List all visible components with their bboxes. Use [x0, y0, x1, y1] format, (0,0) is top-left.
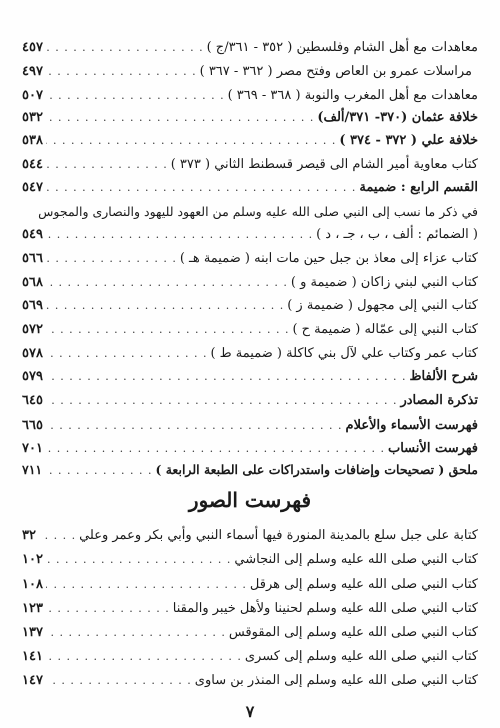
dot-leader [39, 527, 76, 545]
toc-entry [22, 226, 478, 244]
toc-entry-page: ٥٦٩ [22, 298, 43, 313]
dot-leader [46, 368, 407, 386]
image-entry-title: كتاب النبي صلى الله عليه وسلم إلى النجاشي [234, 552, 478, 567]
image-entry-title: كتاب النبي صلى الله عليه وسلم إلى المنذر بن ساوى [194, 673, 478, 688]
dot-leader [46, 250, 177, 268]
toc-entry [22, 297, 478, 315]
toc-entry-page: ٥٧٢ [22, 322, 43, 337]
image-entry [22, 527, 478, 545]
toc-entry-page: ٥٧٨ [22, 346, 43, 361]
toc-entry [22, 368, 478, 386]
toc-entry-title: معاهدات مع أهل المغرب والنوبة ( ٣٦٨ - ٣٦٩ ) [227, 88, 478, 103]
image-entry-title: كتاب النبي صلى الله عليه وسلم إلى كسرى [244, 649, 478, 664]
image-entry-page: ١٠٨ [22, 577, 43, 592]
toc-entry [22, 87, 478, 105]
toc-entry-title: مراسلات عمرو بن العاص وفتح مصر ( ٣٦٢ - ٣٦٧ ) [199, 64, 472, 79]
toc-entry [22, 132, 478, 150]
toc-entry-title: كتاب عزاء إلى معاذ بن جبل حين مات ابنه ( ضميمة هـ ) [179, 251, 478, 266]
dot-leader [46, 63, 197, 81]
toc-entry-page: ٦٤٥ [22, 393, 43, 408]
image-entry-title: كتاب النبي صلى الله عليه وسلم إلى هرقل [249, 577, 478, 592]
dot-leader [46, 345, 208, 363]
toc-entry-title: ( الضمائم : ألف ، ب ، جـ ، د ) [316, 227, 478, 242]
dot-leader [45, 462, 152, 480]
image-entry [22, 624, 478, 642]
dot-leader [46, 440, 385, 458]
toc-entry [22, 392, 478, 410]
toc-entry [22, 63, 478, 81]
toc-entry-title: خلافة علي ( ٣٧٢ - ٣٧٤ ) [339, 133, 478, 148]
toc-entry-page: ٥٧٩ [22, 369, 43, 384]
toc-entry-page: ٥٤٧ [22, 180, 43, 195]
dot-leader [46, 624, 226, 642]
toc-entry-title: فهرست الأسماء والأعلام [345, 418, 478, 433]
image-entry-page: ١٤٧ [22, 673, 43, 688]
toc-entry-page: ٥٠٧ [22, 88, 43, 103]
toc-entry-title: كتاب معاوية أمير الشام الى قيصر قسطنط الثاني ( ٣٧٣ ) [170, 157, 478, 172]
images-section-heading: فهرست الصور [188, 488, 312, 512]
toc-entry-title: كتاب عمر وكتاب علي لآل بني كاكلة ( ضميمة ط ) [210, 346, 478, 361]
toc-entry [22, 109, 478, 127]
toc-entry-title: تذكرة المصادر [400, 393, 478, 408]
dot-leader [46, 576, 247, 594]
dot-leader [46, 132, 336, 150]
toc-entry [22, 345, 478, 363]
image-entry-page: ١٤١ [22, 649, 43, 664]
toc-entry-title-line: في ذكر ما نسب إلى النبي صلى الله عليه وسلم من العهود لليهود والنصارى والمجوس [38, 204, 478, 219]
image-entry [22, 600, 478, 618]
toc-entry-title: كتاب النبي إلى مجهول ( ضميمة ز ) [287, 298, 478, 313]
toc-entry-title: شرح الألفاظ [409, 369, 478, 384]
dot-leader [46, 417, 343, 435]
toc-entry-page: ٤٩٧ [22, 64, 43, 79]
dot-leader [46, 87, 225, 105]
toc-entry-page: ٥٣٨ [22, 133, 43, 148]
toc-entry [22, 274, 478, 292]
dot-leader [46, 226, 313, 244]
toc-entry-title: معاهدات مع أهل الشام وفلسطين ( ٣٥٢ - ٣٦١/ج ) [206, 40, 478, 55]
image-entry-title: كتاب النبي صلى الله عليه وسلم إلى المقوقس [228, 625, 478, 640]
toc-entry-title: القسم الرابع : ضميمة [359, 180, 478, 195]
toc-entry-title: كتاب النبي لبني زاكان ( ضميمة و ) [290, 275, 478, 290]
image-entry [22, 551, 478, 569]
toc-entry-page: ٧١١ [22, 462, 43, 477]
toc-entry-page: ٥٣٢ [22, 110, 43, 125]
toc-entry-page: ٦٦٥ [22, 418, 43, 433]
toc-entry-page: ٧٠١ [22, 441, 43, 456]
toc-entry [22, 156, 478, 174]
dot-leader [46, 156, 168, 174]
toc-entry-title: كتاب النبي إلى عمّاله ( ضميمة ح ) [292, 322, 478, 337]
dot-leader [46, 39, 204, 57]
image-entry-title: كتابة على جبل سلع بالمدينة المنورة فيها أسماء النبي وأبي بكر وعمر وعلي [79, 528, 478, 543]
image-entry-page: ١٢٣ [22, 601, 43, 616]
dot-leader [46, 392, 398, 410]
image-entry [22, 648, 478, 666]
dot-leader [46, 274, 288, 292]
image-entry-page: ١٣٧ [22, 625, 43, 640]
image-entry-title: كتاب النبي صلى الله عليه وسلم لحنينا ولأهل خيبر والمقنا [172, 601, 478, 616]
dot-leader [46, 321, 289, 339]
toc-entry-page: ٥٦٦ [22, 251, 43, 266]
page-number: ٧ [245, 702, 255, 721]
toc-entry [22, 417, 478, 435]
toc-entry [22, 39, 478, 57]
image-entry-page: ٣٢ [22, 528, 36, 543]
dot-leader [46, 297, 284, 315]
image-entry-page: ١٠٢ [22, 552, 43, 567]
image-entry [22, 576, 478, 594]
toc-entry-page: ٥٦٨ [22, 275, 43, 290]
toc-entry-title: فهرست الأنساب [387, 441, 478, 456]
toc-entry-title: ملحق ( تصحيحات وإضافات واستدراكات على الطبعة الرابعة ) [155, 462, 478, 477]
toc-entry-page: ٥٤٩ [22, 227, 43, 242]
dot-leader [46, 109, 314, 127]
image-entry [22, 672, 478, 690]
dot-leader [46, 648, 242, 666]
toc-entry [22, 250, 478, 268]
toc-entry [22, 179, 478, 197]
dot-leader [46, 551, 231, 569]
toc-entry [22, 321, 478, 339]
toc-entry [22, 461, 478, 480]
toc-entry-title: خلافة عثمان (٣٧٠- ٣٧١/ألف) [317, 110, 478, 125]
toc-entry [22, 440, 478, 458]
dot-leader [46, 600, 170, 618]
toc-entry-page: ٥٤٤ [22, 157, 43, 172]
dot-leader [46, 672, 192, 690]
dot-leader [46, 179, 356, 197]
toc-entry-page: ٤٥٧ [22, 40, 43, 55]
